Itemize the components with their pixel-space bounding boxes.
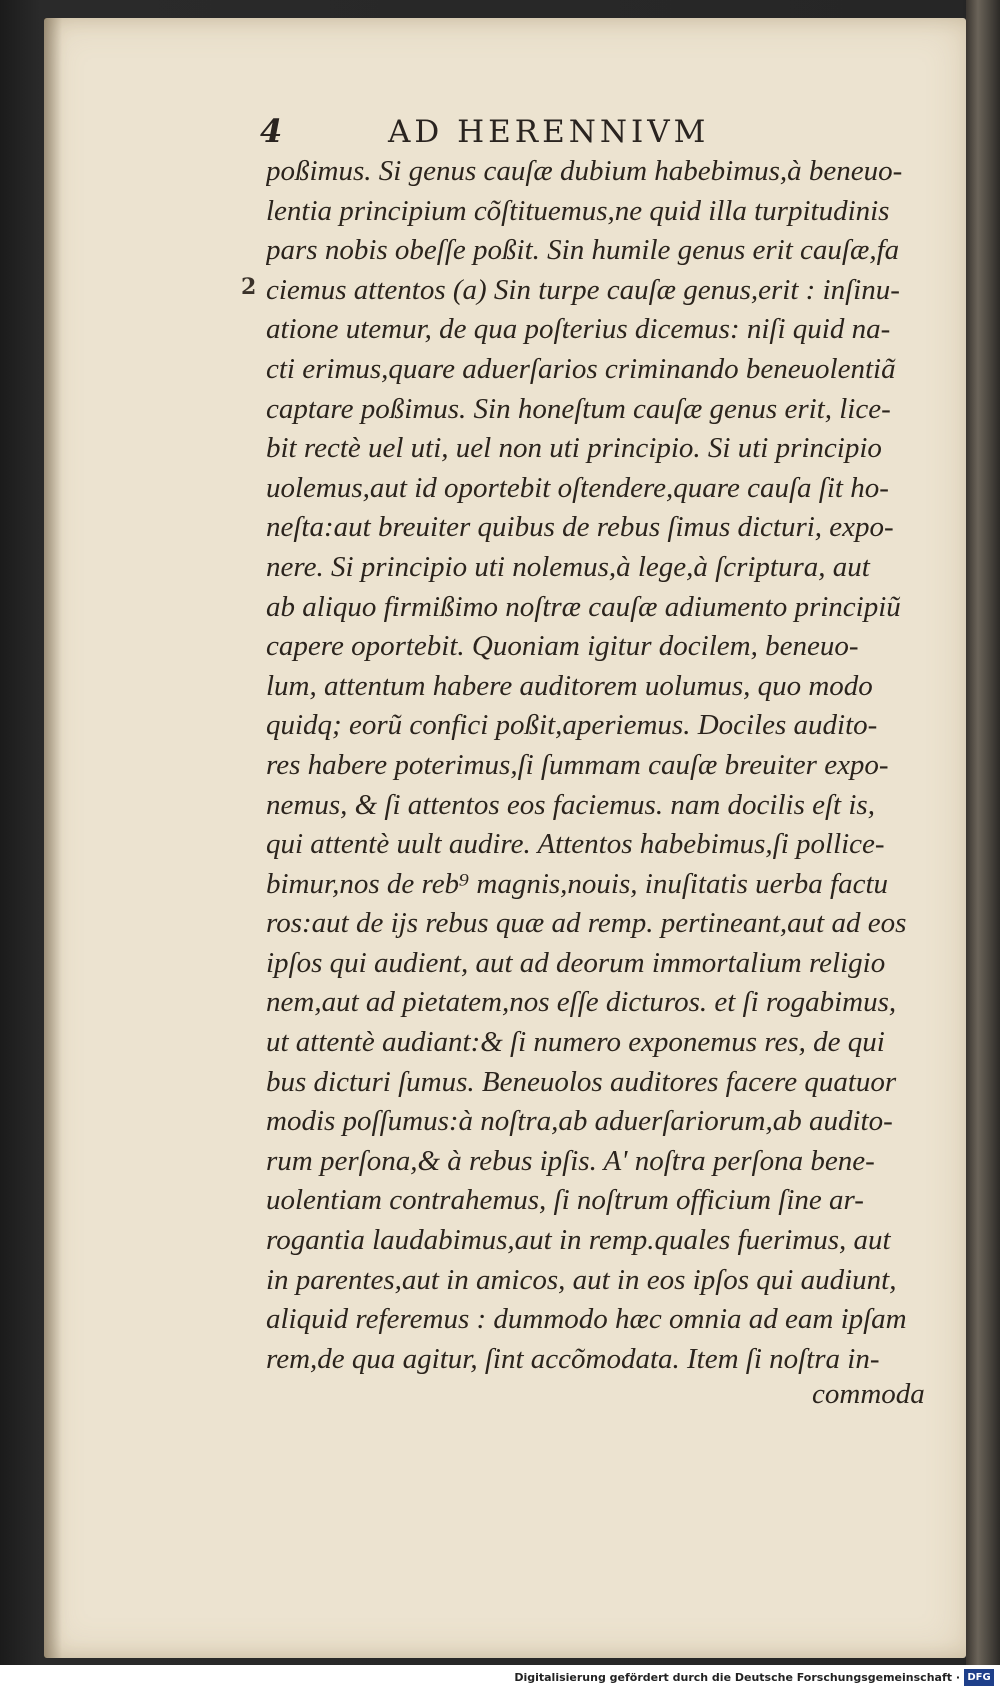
- dfg-logo: DFG: [964, 1669, 994, 1686]
- text-line: bit rectè uel uti, uel non uti principio. Si uti principio: [266, 432, 882, 465]
- gutter-shadow: [44, 18, 62, 1658]
- text-line: bus dicturi ſumus. Beneuolos auditores facere quatuor: [266, 1065, 897, 1098]
- text-line: ut attentè audiant:& ſi numero exponemus res, de qui: [266, 1026, 885, 1059]
- text-line: rem,de qua agitur, ſint accõmodata. Item ſi noſtra in-: [266, 1342, 880, 1375]
- text-line: res habere poterimus,ſi ſummam cauſæ breuiter expo-: [266, 748, 889, 781]
- text-line: aliquid referemus : dummodo hæc omnia ad eam ipſam: [266, 1303, 907, 1336]
- text-line: lum, attentum habere auditorem uolumus, quo modo: [266, 669, 873, 702]
- catchword: commoda: [812, 1378, 925, 1410]
- text-line: atione utemur, de qua poſterius dicemus: niſi quid na-: [266, 313, 891, 346]
- text-line: modis poſſumus:à noſtra,ab aduerſariorum,ab audito-: [266, 1105, 893, 1138]
- text-line: nemus, & ſi attentos eos faciemus. nam docilis eſt is,: [266, 788, 875, 821]
- text-line: pars nobis obeſſe poßit. Sin humile genus erit cauſæ,fa: [266, 234, 900, 267]
- text-line: neſta:aut breuiter quibus de rebus ſimus dicturi, expo-: [266, 511, 894, 544]
- text-line: cti erimus,quare aduerſarios criminando beneuolentiã: [266, 352, 896, 385]
- text-line: ciemus attentos (a) Sin turpe cauſæ genus,erit : inſinu-: [266, 273, 900, 306]
- page-number: 4: [260, 112, 283, 150]
- book-edge: [966, 0, 1000, 1665]
- text-line: in parentes,aut in amicos, aut in eos ipſos qui audiunt,: [266, 1263, 897, 1296]
- text-line: capere oportebit. Quoniam igitur docilem, beneuo-: [266, 630, 859, 663]
- running-head: AD HERENNIVM: [388, 114, 710, 150]
- text-line: rum perſona,& à rebus ipſis. A' noſtra perſona bene-: [266, 1144, 875, 1177]
- margin-note: 2: [241, 274, 257, 300]
- text-line: qui attentè uult audire. Attentos habebimus,ſi pollice-: [266, 828, 885, 861]
- text-line: ab aliquo firmißimo noſtræ cauſæ adiumento principiũ: [266, 590, 901, 623]
- text-line: rogantia laudabimus,aut in remp.quales fuerimus, aut: [266, 1224, 891, 1257]
- text-line: nem,aut ad pietatem,nos eſſe dicturos. et ſi rogabimus,: [266, 986, 897, 1019]
- text-line: bimur,nos de reb⁹ magnis,nouis, inuſitatis uerba factu: [266, 867, 889, 900]
- text-line: uolemus,aut id oportebit oſtendere,quare cauſa ſit ho-: [266, 471, 889, 504]
- text-line: uolentiam contrahemus, ſi noſtrum officium ſine ar-: [266, 1184, 864, 1217]
- text-line: nere. Si principio uti nolemus,à lege,à ſcriptura, aut: [266, 550, 870, 583]
- text-line: captare poßimus. Sin honeſtum cauſæ genus erit, lice-: [266, 392, 891, 425]
- body-text: [266, 152, 938, 1379]
- digitization-footer: [0, 1665, 1000, 1693]
- text-line: lentia principium cõſtituemus,ne quid illa turpitudinis: [266, 194, 890, 227]
- text-line: ipſos qui audient, aut ad deorum immortalium religio: [266, 946, 886, 979]
- text-line: ros:aut de ijs rebus quæ ad remp. pertineant,aut ad eos: [266, 907, 907, 940]
- page-header: [260, 110, 940, 152]
- text-line: poßimus. Si genus cauſæ dubium habebimus,à beneuo-: [266, 155, 903, 187]
- text-line: quidq; eorũ confici poßit,aperiemus. Dociles audito-: [266, 709, 878, 742]
- footer-credit: Digitalisierung gefördert durch die Deutsche Forschungsgemeinschaft ·: [514, 1671, 960, 1684]
